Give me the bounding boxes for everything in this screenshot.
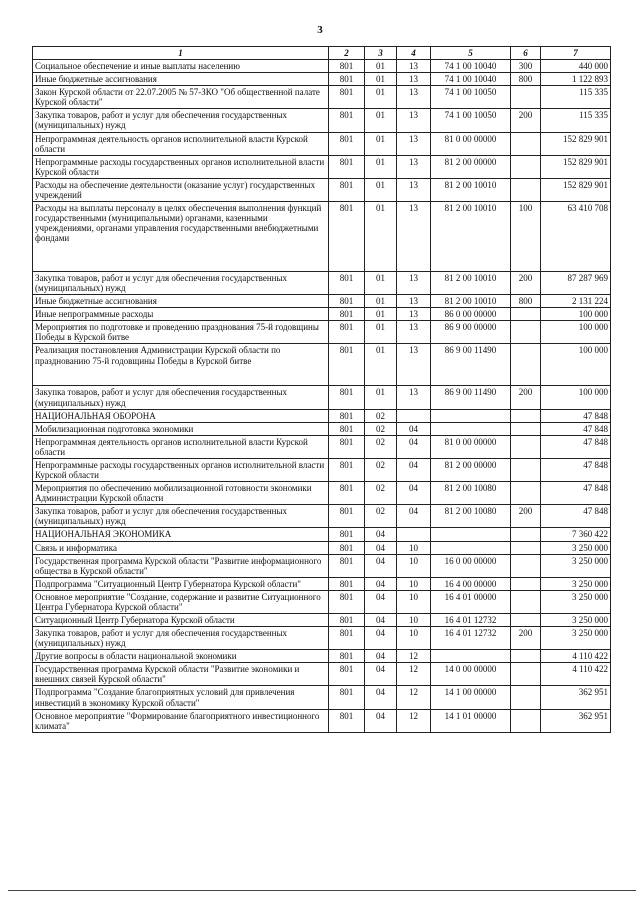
cell-ministry-code: 801 bbox=[329, 458, 365, 481]
cell-ministry-code: 801 bbox=[329, 344, 365, 386]
table-row bbox=[33, 308, 611, 321]
cell-amount: 115 335 bbox=[541, 86, 611, 109]
cell-expense-type: 800 bbox=[511, 73, 541, 86]
cell-section: 01 bbox=[365, 202, 397, 272]
cell-subsection: 13 bbox=[397, 386, 431, 409]
row-description: Закупка товаров, работ и услуг для обеспечения государственных (муниципальных) нужд bbox=[33, 505, 329, 528]
cell-section: 04 bbox=[365, 613, 397, 626]
cell-amount: 47 848 bbox=[541, 409, 611, 422]
cell-ministry-code: 801 bbox=[329, 663, 365, 686]
row-description: Непрограммные расходы государственных органов исполнительной власти Курской области bbox=[33, 458, 329, 481]
table-row bbox=[33, 458, 611, 481]
cell-amount: 3 250 000 bbox=[541, 541, 611, 554]
cell-section: 04 bbox=[365, 650, 397, 663]
cell-ministry-code: 801 bbox=[329, 308, 365, 321]
cell-amount: 87 287 969 bbox=[541, 272, 611, 295]
cell-ministry-code: 801 bbox=[329, 272, 365, 295]
cell-expense-type bbox=[511, 686, 541, 709]
cell-target-article bbox=[431, 528, 511, 541]
row-description: Закупка товаров, работ и услуг для обеспечения государственных (муниципальных) нужд bbox=[33, 272, 329, 295]
cell-amount: 152 829 901 bbox=[541, 132, 611, 155]
cell-target-article: 81 2 00 10010 bbox=[431, 272, 511, 295]
cell-subsection: 13 bbox=[397, 155, 431, 178]
cell-section: 02 bbox=[365, 505, 397, 528]
cell-ministry-code: 801 bbox=[329, 60, 365, 73]
cell-ministry-code: 801 bbox=[329, 132, 365, 155]
cell-target-article: 81 2 00 10010 bbox=[431, 178, 511, 201]
cell-ministry-code: 801 bbox=[329, 650, 365, 663]
table-row bbox=[33, 422, 611, 435]
cell-subsection: 04 bbox=[397, 505, 431, 528]
cell-section: 01 bbox=[365, 295, 397, 308]
cell-ministry-code: 801 bbox=[329, 505, 365, 528]
cell-amount: 3 250 000 bbox=[541, 590, 611, 613]
table-row bbox=[33, 686, 611, 709]
cell-amount: 47 848 bbox=[541, 422, 611, 435]
table-row bbox=[33, 528, 611, 541]
cell-subsection: 13 bbox=[397, 344, 431, 386]
cell-target-article: 86 0 00 00000 bbox=[431, 308, 511, 321]
cell-section: 02 bbox=[365, 422, 397, 435]
cell-amount: 1 122 893 bbox=[541, 73, 611, 86]
row-description: Подпрограмма "Создание благоприятных условий для привлечения инвестиций в экономику Курской области" bbox=[33, 686, 329, 709]
table-row bbox=[33, 409, 611, 422]
cell-ministry-code: 801 bbox=[329, 435, 365, 458]
cell-ministry-code: 801 bbox=[329, 627, 365, 650]
cell-section: 02 bbox=[365, 458, 397, 481]
cell-amount: 115 335 bbox=[541, 109, 611, 132]
cell-section: 01 bbox=[365, 132, 397, 155]
cell-expense-type bbox=[511, 528, 541, 541]
cell-subsection: 12 bbox=[397, 709, 431, 732]
row-description: Непрограммные расходы государственных органов исполнительной власти Курской области bbox=[33, 155, 329, 178]
row-description: Мероприятия по подготовке и проведению празднования 75-й годовщины Победы в Курской битве bbox=[33, 321, 329, 344]
row-description: НАЦИОНАЛЬНАЯ ЭКОНОМИКА bbox=[33, 528, 329, 541]
cell-section: 01 bbox=[365, 308, 397, 321]
cell-section: 01 bbox=[365, 386, 397, 409]
cell-target-article bbox=[431, 541, 511, 554]
cell-expense-type: 200 bbox=[511, 627, 541, 650]
cell-target-article: 16 4 01 00000 bbox=[431, 590, 511, 613]
cell-target-article: 81 2 00 10010 bbox=[431, 202, 511, 272]
cell-ministry-code: 801 bbox=[329, 202, 365, 272]
table-row bbox=[33, 554, 611, 577]
cell-section: 04 bbox=[365, 577, 397, 590]
table-row bbox=[33, 295, 611, 308]
cell-expense-type: 200 bbox=[511, 109, 541, 132]
cell-subsection: 12 bbox=[397, 663, 431, 686]
cell-ministry-code: 801 bbox=[329, 321, 365, 344]
cell-expense-type bbox=[511, 409, 541, 422]
cell-ministry-code: 801 bbox=[329, 178, 365, 201]
row-description: Закон Курской области от 22.07.2005 № 57-ЗКО "Об общественной палате Курской области" bbox=[33, 86, 329, 109]
table-row bbox=[33, 86, 611, 109]
table-row bbox=[33, 577, 611, 590]
cell-section: 04 bbox=[365, 709, 397, 732]
cell-section: 04 bbox=[365, 528, 397, 541]
cell-subsection: 13 bbox=[397, 308, 431, 321]
cell-section: 01 bbox=[365, 344, 397, 386]
cell-expense-type bbox=[511, 458, 541, 481]
table-row bbox=[33, 541, 611, 554]
cell-amount: 2 131 224 bbox=[541, 295, 611, 308]
table-row bbox=[33, 709, 611, 732]
cell-target-article: 86 9 00 11490 bbox=[431, 344, 511, 386]
cell-subsection: 13 bbox=[397, 272, 431, 295]
cell-section: 01 bbox=[365, 178, 397, 201]
cell-section: 02 bbox=[365, 409, 397, 422]
cell-subsection: 04 bbox=[397, 458, 431, 481]
cell-target-article: 74 1 00 10050 bbox=[431, 109, 511, 132]
cell-ministry-code: 801 bbox=[329, 528, 365, 541]
row-description: Государственная программа Курской области "Развитие информационного общества в Курской области" bbox=[33, 554, 329, 577]
cell-expense-type bbox=[511, 422, 541, 435]
table-row bbox=[33, 435, 611, 458]
cell-expense-type: 200 bbox=[511, 386, 541, 409]
column-header: 4 bbox=[397, 47, 431, 60]
cell-target-article: 81 2 00 00000 bbox=[431, 155, 511, 178]
cell-expense-type: 200 bbox=[511, 505, 541, 528]
cell-subsection: 13 bbox=[397, 60, 431, 73]
column-header: 7 bbox=[541, 47, 611, 60]
cell-target-article: 16 0 00 00000 bbox=[431, 554, 511, 577]
cell-amount: 4 110 422 bbox=[541, 650, 611, 663]
cell-section: 04 bbox=[365, 663, 397, 686]
cell-target-article: 14 1 01 00000 bbox=[431, 709, 511, 732]
cell-amount: 3 250 000 bbox=[541, 577, 611, 590]
cell-amount: 152 829 901 bbox=[541, 178, 611, 201]
cell-section: 01 bbox=[365, 60, 397, 73]
cell-ministry-code: 801 bbox=[329, 554, 365, 577]
cell-target-article: 16 4 01 12732 bbox=[431, 613, 511, 626]
cell-expense-type bbox=[511, 613, 541, 626]
cell-target-article: 14 0 00 00000 bbox=[431, 663, 511, 686]
cell-amount: 4 110 422 bbox=[541, 663, 611, 686]
cell-expense-type bbox=[511, 590, 541, 613]
footer-rule bbox=[8, 890, 636, 891]
cell-target-article: 81 2 00 10080 bbox=[431, 505, 511, 528]
cell-expense-type bbox=[511, 344, 541, 386]
cell-expense-type bbox=[511, 663, 541, 686]
cell-subsection: 13 bbox=[397, 109, 431, 132]
table-row bbox=[33, 109, 611, 132]
column-header: 6 bbox=[511, 47, 541, 60]
cell-subsection: 10 bbox=[397, 541, 431, 554]
cell-target-article: 14 1 00 00000 bbox=[431, 686, 511, 709]
cell-section: 01 bbox=[365, 155, 397, 178]
row-description: Закупка товаров, работ и услуг для обеспечения государственных (муниципальных) нужд bbox=[33, 386, 329, 409]
cell-expense-type: 200 bbox=[511, 272, 541, 295]
cell-expense-type bbox=[511, 435, 541, 458]
cell-ministry-code: 801 bbox=[329, 422, 365, 435]
cell-section: 01 bbox=[365, 86, 397, 109]
cell-amount: 3 250 000 bbox=[541, 627, 611, 650]
cell-subsection: 12 bbox=[397, 650, 431, 663]
cell-ministry-code: 801 bbox=[329, 386, 365, 409]
cell-section: 04 bbox=[365, 686, 397, 709]
cell-expense-type bbox=[511, 482, 541, 505]
cell-subsection: 13 bbox=[397, 178, 431, 201]
row-description: Основное мероприятие "Формирование благоприятного инвестиционного климата" bbox=[33, 709, 329, 732]
cell-target-article bbox=[431, 650, 511, 663]
cell-subsection: 04 bbox=[397, 435, 431, 458]
table-row bbox=[33, 132, 611, 155]
row-description: Ситуационный Центр Губернатора Курской области bbox=[33, 613, 329, 626]
cell-expense-type bbox=[511, 132, 541, 155]
cell-target-article: 16 4 00 00000 bbox=[431, 577, 511, 590]
cell-target-article: 74 1 00 10040 bbox=[431, 60, 511, 73]
table-row bbox=[33, 202, 611, 272]
cell-amount: 7 360 422 bbox=[541, 528, 611, 541]
cell-expense-type bbox=[511, 650, 541, 663]
cell-subsection: 04 bbox=[397, 482, 431, 505]
header-row bbox=[33, 47, 611, 60]
cell-amount: 440 000 bbox=[541, 60, 611, 73]
cell-amount: 362 951 bbox=[541, 686, 611, 709]
cell-target-article: 16 4 01 12732 bbox=[431, 627, 511, 650]
table-row bbox=[33, 272, 611, 295]
cell-amount: 3 250 000 bbox=[541, 554, 611, 577]
row-description: Закупка товаров, работ и услуг для обеспечения государственных (муниципальных) нужд bbox=[33, 109, 329, 132]
cell-amount: 3 250 000 bbox=[541, 613, 611, 626]
row-description: Закупка товаров, работ и услуг для обеспечения государственных (муниципальных) нужд bbox=[33, 627, 329, 650]
column-header: 2 bbox=[329, 47, 365, 60]
cell-subsection: 10 bbox=[397, 590, 431, 613]
cell-expense-type bbox=[511, 709, 541, 732]
cell-expense-type bbox=[511, 541, 541, 554]
cell-target-article: 86 9 00 11490 bbox=[431, 386, 511, 409]
row-description: Мобилизационная подготовка экономики bbox=[33, 422, 329, 435]
cell-target-article: 81 2 00 10010 bbox=[431, 295, 511, 308]
row-description: Связь и информатика bbox=[33, 541, 329, 554]
cell-ministry-code: 801 bbox=[329, 409, 365, 422]
table-row bbox=[33, 321, 611, 344]
cell-expense-type: 800 bbox=[511, 295, 541, 308]
cell-ministry-code: 801 bbox=[329, 295, 365, 308]
cell-ministry-code: 801 bbox=[329, 577, 365, 590]
cell-ministry-code: 801 bbox=[329, 709, 365, 732]
row-description: Иные бюджетные ассигнования bbox=[33, 295, 329, 308]
table-row bbox=[33, 663, 611, 686]
cell-expense-type bbox=[511, 577, 541, 590]
cell-ministry-code: 801 bbox=[329, 482, 365, 505]
cell-amount: 100 000 bbox=[541, 321, 611, 344]
cell-target-article: 81 2 00 10080 bbox=[431, 482, 511, 505]
cell-amount: 47 848 bbox=[541, 458, 611, 481]
cell-ministry-code: 801 bbox=[329, 613, 365, 626]
table-row bbox=[33, 60, 611, 73]
row-description: Другие вопросы в области национальной экономики bbox=[33, 650, 329, 663]
cell-target-article bbox=[431, 409, 511, 422]
cell-section: 01 bbox=[365, 321, 397, 344]
cell-section: 01 bbox=[365, 73, 397, 86]
cell-ministry-code: 801 bbox=[329, 541, 365, 554]
cell-ministry-code: 801 bbox=[329, 155, 365, 178]
cell-target-article: 74 1 00 10050 bbox=[431, 86, 511, 109]
cell-ministry-code: 801 bbox=[329, 686, 365, 709]
cell-amount: 152 829 901 bbox=[541, 155, 611, 178]
cell-subsection: 13 bbox=[397, 86, 431, 109]
row-description: Мероприятия по обеспечению мобилизационной готовности экономики Администрации Курской области bbox=[33, 482, 329, 505]
cell-subsection bbox=[397, 409, 431, 422]
cell-expense-type bbox=[511, 86, 541, 109]
table-body bbox=[33, 60, 611, 733]
row-description: НАЦИОНАЛЬНАЯ ОБОРОНА bbox=[33, 409, 329, 422]
cell-section: 02 bbox=[365, 435, 397, 458]
row-description: Непрограммная деятельность органов исполнительной власти Курской области bbox=[33, 132, 329, 155]
table-row bbox=[33, 73, 611, 86]
table-row bbox=[33, 650, 611, 663]
cell-amount: 63 410 708 bbox=[541, 202, 611, 272]
cell-target-article: 74 1 00 10040 bbox=[431, 73, 511, 86]
table-row bbox=[33, 155, 611, 178]
cell-target-article: 86 9 00 00000 bbox=[431, 321, 511, 344]
column-header: 5 bbox=[431, 47, 511, 60]
cell-subsection: 04 bbox=[397, 422, 431, 435]
page-number: 3 bbox=[317, 24, 323, 36]
cell-subsection: 13 bbox=[397, 132, 431, 155]
table-row bbox=[33, 505, 611, 528]
table-row bbox=[33, 590, 611, 613]
cell-amount: 100 000 bbox=[541, 386, 611, 409]
cell-expense-type bbox=[511, 155, 541, 178]
cell-amount: 100 000 bbox=[541, 308, 611, 321]
cell-section: 04 bbox=[365, 554, 397, 577]
cell-subsection: 10 bbox=[397, 554, 431, 577]
cell-expense-type bbox=[511, 178, 541, 201]
cell-target-article: 81 0 00 00000 bbox=[431, 132, 511, 155]
cell-expense-type bbox=[511, 321, 541, 344]
cell-amount: 100 000 bbox=[541, 344, 611, 386]
row-description: Реализация постановления Администрации Курской области по празднованию 75-й годовщины Победы в Курской битве bbox=[33, 344, 329, 386]
cell-expense-type: 300 bbox=[511, 60, 541, 73]
cell-ministry-code: 801 bbox=[329, 73, 365, 86]
table-row bbox=[33, 627, 611, 650]
cell-section: 04 bbox=[365, 590, 397, 613]
row-description: Непрограммная деятельность органов исполнительной власти Курской области bbox=[33, 435, 329, 458]
cell-section: 01 bbox=[365, 109, 397, 132]
cell-expense-type bbox=[511, 554, 541, 577]
cell-amount: 362 951 bbox=[541, 709, 611, 732]
cell-target-article: 81 0 00 00000 bbox=[431, 435, 511, 458]
cell-expense-type: 100 bbox=[511, 202, 541, 272]
cell-target-article: 81 2 00 00000 bbox=[431, 458, 511, 481]
cell-subsection: 13 bbox=[397, 321, 431, 344]
row-description: Социальное обеспечение и иные выплаты населению bbox=[33, 60, 329, 73]
cell-section: 04 bbox=[365, 541, 397, 554]
cell-section: 04 bbox=[365, 627, 397, 650]
budget-table bbox=[32, 46, 611, 733]
cell-expense-type bbox=[511, 308, 541, 321]
cell-subsection: 10 bbox=[397, 627, 431, 650]
cell-subsection: 10 bbox=[397, 577, 431, 590]
table-row bbox=[33, 178, 611, 201]
column-header: 3 bbox=[365, 47, 397, 60]
cell-section: 02 bbox=[365, 482, 397, 505]
cell-target-article bbox=[431, 422, 511, 435]
cell-amount: 47 848 bbox=[541, 435, 611, 458]
row-description: Иные бюджетные ассигнования bbox=[33, 73, 329, 86]
row-description: Расходы на обеспечение деятельности (оказание услуг) государственных учреждений bbox=[33, 178, 329, 201]
table-row bbox=[33, 482, 611, 505]
cell-ministry-code: 801 bbox=[329, 109, 365, 132]
column-header: 1 bbox=[33, 47, 329, 60]
table-row bbox=[33, 613, 611, 626]
cell-subsection: 13 bbox=[397, 73, 431, 86]
cell-subsection: 13 bbox=[397, 202, 431, 272]
cell-subsection: 13 bbox=[397, 295, 431, 308]
cell-subsection: 12 bbox=[397, 686, 431, 709]
cell-section: 01 bbox=[365, 272, 397, 295]
row-description: Государственная программа Курской области "Развитие экономики и внешних связей Курской области" bbox=[33, 663, 329, 686]
cell-amount: 47 848 bbox=[541, 482, 611, 505]
cell-ministry-code: 801 bbox=[329, 86, 365, 109]
table-row bbox=[33, 344, 611, 386]
row-description: Расходы на выплаты персоналу в целях обеспечения выполнения функций государственными (муниципальными) органами, казенными учреждениями, органами управления государственными внебюджетными фондами bbox=[33, 202, 329, 272]
cell-amount: 47 848 bbox=[541, 505, 611, 528]
row-description: Подпрограмма "Ситуационный Центр Губернатора Курской области" bbox=[33, 577, 329, 590]
row-description: Иные непрограммные расходы bbox=[33, 308, 329, 321]
cell-ministry-code: 801 bbox=[329, 590, 365, 613]
cell-subsection bbox=[397, 528, 431, 541]
table-row bbox=[33, 386, 611, 409]
row-description: Основное мероприятие "Создание, содержание и развитие Ситуационного Центра Губернатора Курской области" bbox=[33, 590, 329, 613]
cell-subsection: 10 bbox=[397, 613, 431, 626]
